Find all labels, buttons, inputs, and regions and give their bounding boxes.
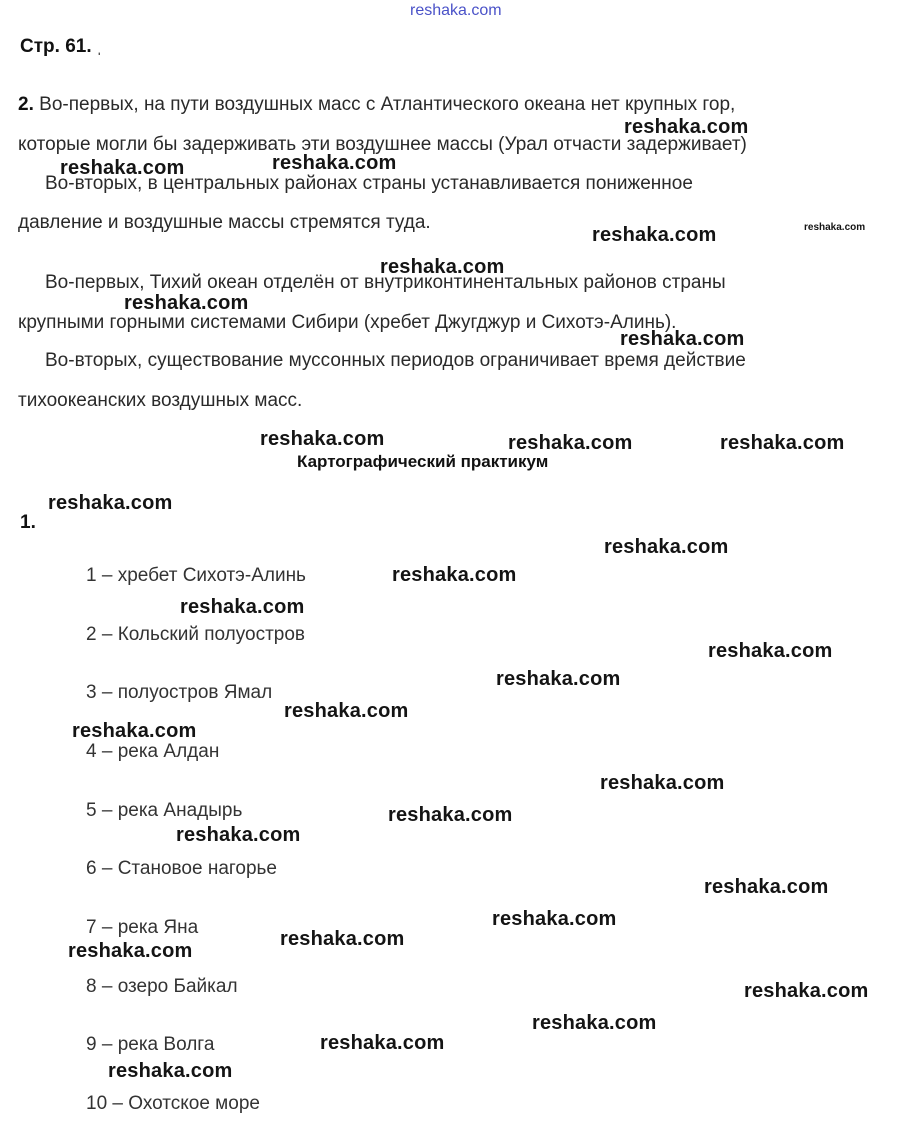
watermark: reshaka.com: [804, 222, 866, 233]
watermark: reshaka.com: [388, 804, 513, 826]
task2-line-5: Во-первых, Тихий океан отделён от внутриконтинентальных районов страны: [45, 272, 726, 293]
watermark: reshaka.com: [392, 564, 517, 586]
watermark: reshaka.com: [624, 116, 749, 138]
watermark: reshaka.com: [600, 772, 725, 794]
watermark: reshaka.com: [532, 1012, 657, 1034]
watermark: reshaka.com: [272, 152, 397, 174]
page-number-mark: ˌ: [96, 39, 102, 55]
list-item: 10 – Охотское море: [86, 1093, 260, 1114]
watermark: reshaka.com: [744, 980, 869, 1002]
watermark: reshaka.com: [48, 492, 173, 514]
watermark: reshaka.com: [620, 328, 745, 350]
watermark: reshaka.com: [380, 256, 505, 278]
watermark: reshaka.com: [496, 668, 621, 690]
list-item: 8 – озеро Байкал: [86, 976, 238, 997]
task2-line-1: [18, 94, 735, 116]
watermark: reshaka.com: [280, 928, 405, 950]
list-item: 7 – река Яна: [86, 917, 199, 938]
task2-line-4: давление и воздушные массы стремятся туда.: [18, 212, 431, 233]
watermark: reshaka.com: [592, 224, 717, 246]
watermark: reshaka.com: [124, 292, 249, 314]
practicum-task-number: 1.: [20, 512, 36, 533]
task2-line-8: тихоокеанских воздушных масс.: [18, 390, 303, 411]
watermark: reshaka.com: [180, 596, 305, 618]
task2-line-2: которые могли бы задерживать эти воздушнее массы (Урал отчасти задерживает): [18, 134, 747, 155]
practicum-title: Картографический практикум: [297, 452, 549, 471]
watermark: reshaka.com: [704, 876, 829, 898]
task2-line-7: Во-вторых, существование муссонных периодов ограничивает время действие: [45, 350, 746, 371]
watermark: reshaka.com: [284, 700, 409, 722]
list-item: 5 – река Анадырь: [86, 800, 243, 821]
watermark: reshaka.com: [176, 824, 301, 846]
task2-line-6: крупными горными системами Сибири (хребет Джугджур и Сихотэ-Алинь).: [18, 312, 677, 333]
watermark: reshaka.com: [68, 940, 193, 962]
list-item: 6 – Становое нагорье: [86, 858, 277, 879]
watermark: reshaka.com: [604, 536, 729, 558]
list-item: 9 – река Волга: [86, 1034, 215, 1055]
list-item: 2 – Кольский полуостров: [86, 624, 306, 645]
list-item: 4 – река Алдан: [86, 741, 220, 762]
watermark: reshaka.com: [72, 720, 197, 742]
watermark: reshaka.com: [60, 157, 185, 179]
task2-line-1-text: Во-первых, на пути воздушных масс с Атлантического океана нет крупных гор,: [39, 94, 736, 115]
watermark: reshaka.com: [320, 1032, 445, 1054]
task2-number: 2.: [18, 94, 34, 115]
watermark: reshaka.com: [260, 428, 385, 450]
watermark: reshaka.com: [708, 640, 833, 662]
task2-line-3: Во-вторых, в центральных районах страны устанавливается пониженное: [45, 173, 693, 194]
list-item: 3 – полуостров Ямал: [86, 682, 273, 703]
watermark: reshaka.com: [720, 432, 845, 454]
watermark: reshaka.com: [108, 1060, 233, 1082]
page-number-label: Стр. 61.: [20, 36, 92, 57]
watermark: reshaka.com: [492, 908, 617, 930]
list-item: 1 – хребет Сихотэ-Алинь: [86, 565, 306, 586]
watermark: reshaka.com: [508, 432, 633, 454]
site-header-link[interactable]: reshaka.com: [410, 2, 502, 19]
page-number-heading: [20, 36, 102, 58]
